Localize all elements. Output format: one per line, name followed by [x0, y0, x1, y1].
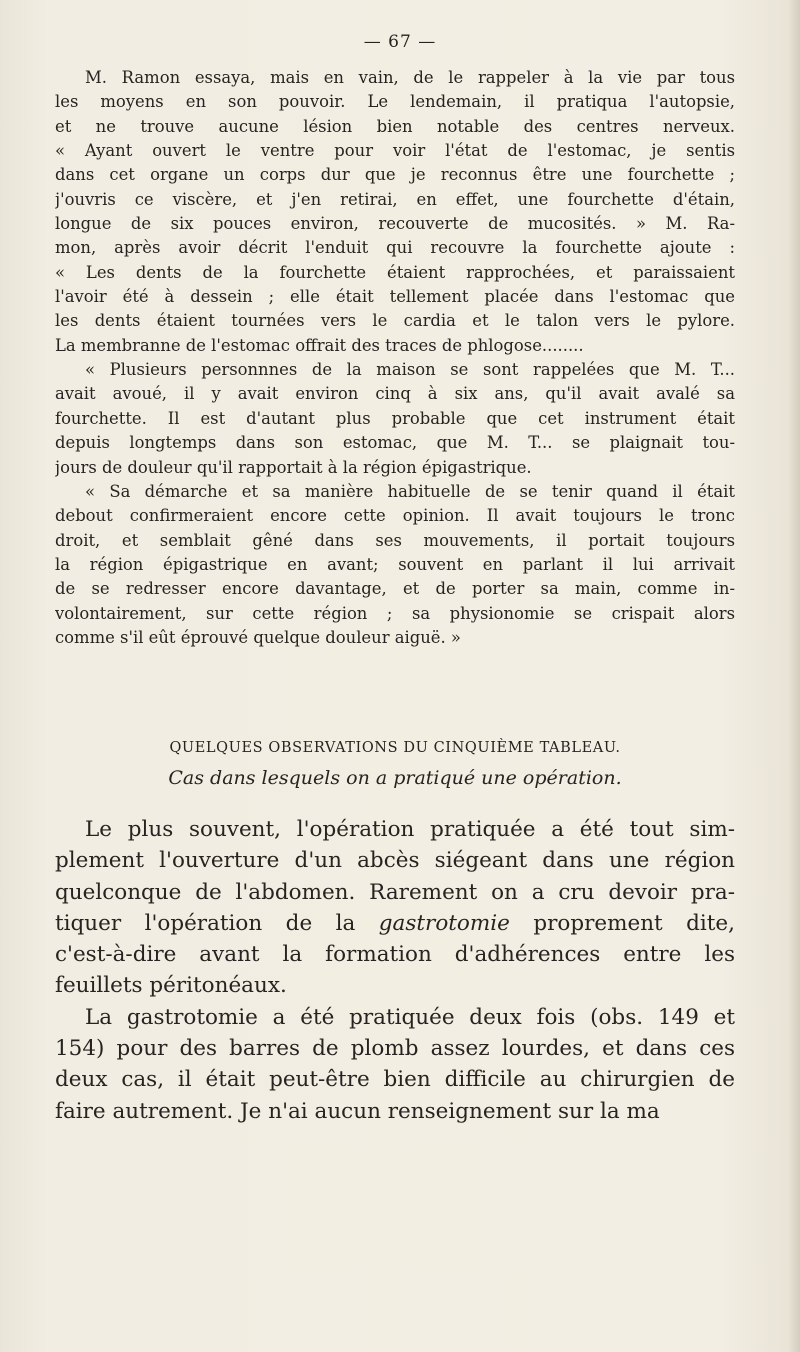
- text-line: depuis longtemps dans son estomac, que M. T... se plaignait tou-: [55, 433, 735, 453]
- text-line: debout confirmeraient encore cette opinion. Il avait toujours le tronc: [55, 506, 735, 526]
- text-line: les moyens en son pouvoir. Le lendemain, il pratiqua l'autopsie,: [55, 92, 735, 112]
- text-line: « Ayant ouvert le ventre pour voir l'état de l'estomac, je sentis: [55, 141, 735, 161]
- text-line: jours de douleur qu'il rapportait à la région épigastrique.: [55, 457, 532, 477]
- text-line: 154) pour des barres de plomb assez lourdes, et dans ces: [55, 1036, 735, 1062]
- main-text: [55, 814, 735, 1127]
- text-line: c'est-à-dire avant la formation d'adhérences entre les: [55, 942, 735, 968]
- emphasis-gastrotomie: gastrotomie: [378, 910, 510, 936]
- paragraph-gastrotomy-cases: [55, 1002, 735, 1127]
- text-line: fourchette. Il est d'autant plus probable que cet instrument était: [55, 408, 735, 428]
- text-line: plement l'ouverture d'un abcès siégeant dans une région: [55, 848, 735, 874]
- text-segment: tiquer l'opération de la: [55, 910, 356, 936]
- text-line: « Sa démarche et sa manière habituelle de se tenir quand il était: [85, 481, 735, 501]
- text-line: quelconque de l'abdomen. Rarement on a cru devoir pra-: [55, 879, 735, 905]
- text-line: les dents étaient tournées vers le cardia et le talon vers le pylore.: [55, 311, 735, 331]
- text-line: M. Ramon essaya, mais en vain, de le rappeler à la vie par tous: [85, 68, 735, 87]
- text-line: « Plusieurs personnnes de la maison se sont rappelées que M. T...: [85, 360, 735, 380]
- text-line: mon, après avoir décrit l'enduit qui recouvre la fourchette ajoute :: [55, 238, 735, 258]
- text-line: La gastrotomie a été pratiquée deux fois (obs. 149 et: [85, 1004, 735, 1030]
- text-line: longue de six pouces environ, recouverte de mucosités. » M. Ra-: [55, 214, 735, 234]
- paragraph-ramon-autopsy: [55, 66, 735, 358]
- paragraph-posture: [55, 480, 735, 650]
- text-line: deux cas, il était peut-être bien difficile au chirurgien de: [55, 1067, 735, 1093]
- text-line: feuillets péritonéaux.: [55, 973, 287, 999]
- text-segment: proprement dite,: [533, 910, 735, 936]
- text-line: « Les dents de la fourchette étaient rapprochées, et paraissaient: [55, 262, 735, 282]
- text-line: volontairement, sur cette région ; sa physionomie se crispait alors: [55, 603, 735, 623]
- page-edge-shadow: [788, 0, 800, 1352]
- text-line: La membranne de l'estomac offrait des traces de phlogose........: [55, 335, 584, 355]
- text-line-with-emphasis: [55, 908, 735, 939]
- text-line: l'avoir été à dessein ; elle était tellement placée dans l'estomac que: [55, 287, 735, 307]
- text-line: et ne trouve aucune lésion bien notable des centres nerveux.: [55, 116, 735, 136]
- text-line: la région épigastrique en avant; souvent en parlant il lui arrivait: [55, 554, 735, 574]
- text-line: j'ouvris ce viscère, et j'en retirai, en effet, une fourchette d'étain,: [55, 189, 735, 209]
- page-number: — 67 —: [363, 32, 437, 52]
- text-line: Le plus souvent, l'opération pratiquée a été tout sim-: [85, 817, 735, 842]
- text-line: de se redresser encore davantage, et de porter sa main, comme in-: [55, 579, 735, 599]
- text-line: avait avoué, il y avait environ cinq à six ans, qu'il avait avalé sa: [55, 384, 735, 404]
- text-line: dans cet organe un corps dur que je reconnus être une fourchette ;: [55, 165, 735, 185]
- text-line: droit, et semblait gêné dans ses mouvements, il portait toujours: [55, 530, 735, 550]
- section-subheading: Cas dans lesquels on a pratiqué une opération.: [168, 767, 622, 789]
- text-line: faire autrement. Je n'ai aucun renseignement sur la ma: [55, 1098, 660, 1124]
- observation-text: [55, 66, 735, 650]
- section-heading: QUELQUES OBSERVATIONS DU CINQUIÈME TABLEAU.: [169, 740, 621, 756]
- paragraph-witnesses: [55, 358, 735, 480]
- text-line: comme s'il eût éprouvé quelque douleur aiguë. »: [55, 627, 461, 647]
- paragraph-operation: [55, 814, 735, 1002]
